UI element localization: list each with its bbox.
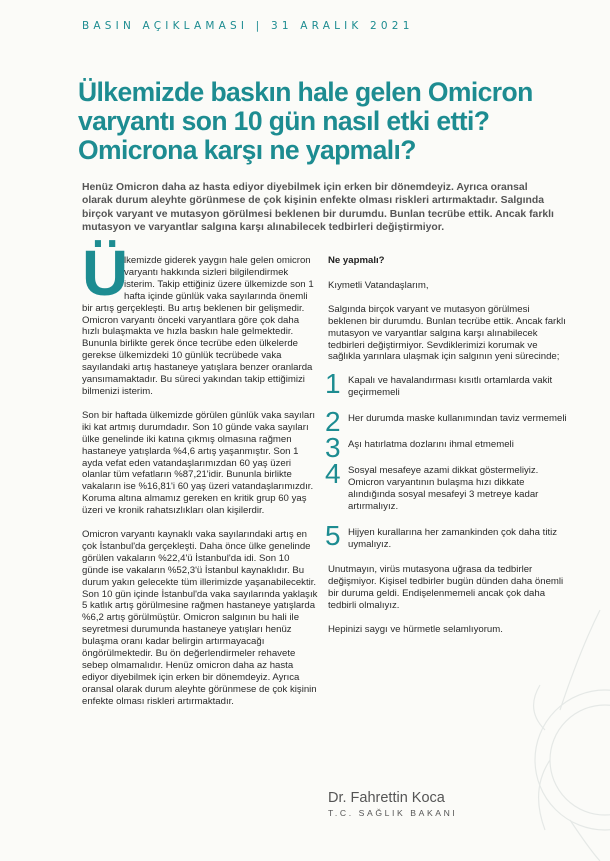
title-line-2: varyantı son 10 gün nasıl etki etti? [78, 106, 490, 136]
signature-name: Dr. Fahrettin Koca [328, 790, 445, 806]
list-item [325, 519, 570, 551]
list-item-text: Kapalı ve havalandırması kısıtlı ortamlarda vakit geçirmemeli [348, 375, 553, 399]
ministry-seal-watermark-icon [500, 590, 610, 861]
list-item [325, 406, 570, 438]
right-column [325, 255, 570, 648]
drop-cap: Ü [82, 237, 129, 309]
list-number: 1 [325, 368, 341, 400]
greeting: Kıymetli Vatandaşlarım, [328, 279, 429, 291]
list-item-text: Aşı hatırlatma dozlarını ihmal etmemeli [348, 439, 514, 451]
list-number: 4 [325, 457, 341, 489]
list-item-text: Her durumda maske kullanımından taviz vermemeli [348, 413, 567, 425]
title-line-3: Omicrona karşı ne yapmalı? [78, 135, 416, 165]
list-number: 5 [325, 519, 341, 551]
press-release-header: BASIN AÇIKLAMASI | 31 ARALIK 2021 [82, 20, 414, 32]
page-title [78, 78, 578, 165]
lead-paragraph: Henüz Omicron daha az hasta ediyor diyebilmek için erken bir dönemdeyiz. Ayrıca oransal olarak durum aleyhte görünmese de çok kişinin enfekte olması riskleri artırmaktadır. Salgında birçok varyant ve mutasyon görülmesi beklenen bir durumdu. Bunlan tecrübe ettik. Ancak farklı mutasyon ve varyantlar salgına karşı alınabilecek tedbirleri değiştirmiyor. [82, 182, 554, 234]
list-item [325, 432, 570, 464]
left-column [82, 237, 318, 720]
list-item [325, 368, 570, 400]
intro-paragraph: Salgında birçok varyant ve mutasyon görülmesi beklenen bir durumdu. Bunlan tecrübe ettik. Ancak farklı mutasyon ve varyantlar salgına karşı alınabilecek tedbirleri değiştirmiyor. Sevdiklerimizi korumak ve sağlıkla yarınlara ulaşmak için salgının yeni sürecinde; [328, 303, 566, 363]
outro-paragraph: Unutmayın, virüs mutasyona uğrasa da tedbirler değişmiyor. Kişisel tedbirler bugün dünden daha önemli bir duruma geldi. Endişelenmemeli ancak çok daha tedbirli olmalıyız. [328, 564, 564, 612]
list-number: 3 [325, 432, 341, 464]
list-item [325, 457, 570, 513]
title-line-1: Ülkemizde baskın hale gelen Omicron [78, 77, 533, 107]
signature-title: T.C. SAĞLIK BAKANI [328, 808, 458, 818]
left-paragraph-1 [82, 237, 318, 398]
section-question: Ne yapmalı? [328, 255, 385, 266]
left-paragraph-2: Son bir haftada ülkemizde görülen günlük vaka sayıları iki kat artmış durumdadır. Son 10 günde vaka sayıları ülke genelinde iki katına çıkmış olmasına rağmen hastaneye yatışlarda %4,6 artış yaşanmıştır. Son 1 ayda vefat eden vatandaşlarımızdan 60 yaş üzeri olanlar tüm vefatların %87,21'idir. Bununla birlikte vakaların ise %16,81'i 60 yaş üzeri vatandaşlarımızdır. Koruma altına almamız gereken en kritik grup 60 yaş üzeri ve kronik rahatsızlıkları olan kişilerdir. [82, 409, 316, 517]
left-paragraph-3: Omicron varyantı kaynaklı vaka sayılarındaki artış en çok İstanbul'da gerçekleşti. Daha önce ülke genelinde görülen vakaların %22,4'ü İstanbul'da idi. Son 10 günde ise vakaların %52,3'ü İstanbul kaynaklıdır. Bu durum yakın gelecekte tüm illerimizde yaşanabilecektir. Son 10 gün içinde İstanbul'da vaka sayılarında yaklaşık 5 katlık artış görülmesine rağmen hastaneye yatışlarda %6,2 artış görülmüştür. Omicron salgının bu hali ile seyretmesi durumunda hastaneye yatışları henüz bulaşma oranı kadar belirgin artırmayacağı öngörülmektedir. Bu ön değerlendirmeler rehavete sebep olmamalıdır. Henüz omicron daha az hasta ediyor diyebilmek için erken bir dönemdeyiz. Ayrıca oransal olarak durum aleyhte görünmese de çok kişinin enfekte olması riskleri artırmaktadır. [82, 529, 318, 707]
list-number: 2 [325, 406, 341, 438]
left-paragraph-1-text: lkemizde giderek yaygın hale gelen omicron varyantı hakkında sizleri bilgilendirmek isterim. Takip ettiğiniz üzere ülkemizde son 1 hafta içinde günlük vaka sayılarında önemli bir artış gerçekleşti. Bu artış beklenen bir gelişmedir. Omicron varyantı önceki varyantlara göre çok daha hızlı bulaşmakta ve hızla baskın hale gelmektedir. Bununla birlikte gerek önce tecrübe eden ülkelerde gerekse ülkemizdeki 10 günlük tecrübede vaka sayılandaki artış hastaneye yatışlara benzer oranlarda yansımamaktadır. Bu süreci yakından takip ettiğimizi bilmenizi isterim. [82, 255, 314, 397]
closing-line: Hepinizi saygı ve hürmetle selamlıyorum. [328, 624, 503, 636]
list-item-text: Sosyal mesafeye azami dikkat göstermeliyiz. Omicron varyantının bulaşma hızı dikkate alındığında sosyal mesafeyi 3 metreye kadar artırmalıyız. [348, 464, 539, 512]
list-item-text: Hijyen kurallarına her zamankinden çok daha titiz uymalıyız. [348, 526, 558, 550]
